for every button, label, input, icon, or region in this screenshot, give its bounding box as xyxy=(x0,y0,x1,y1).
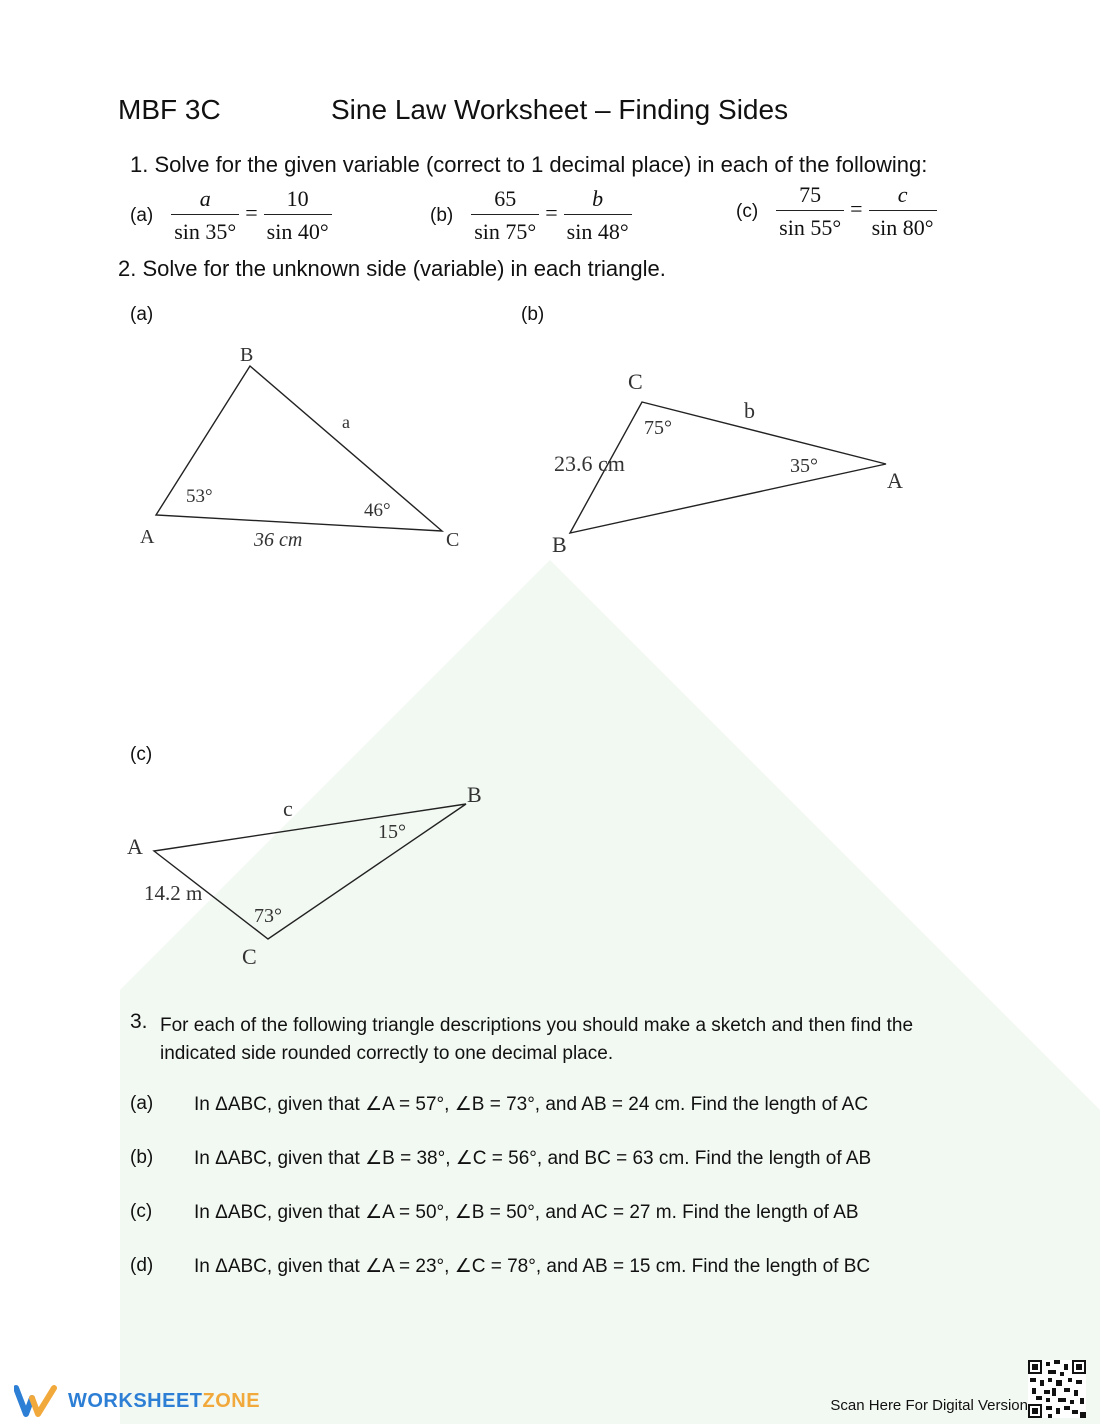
question-3b xyxy=(130,1147,871,1170)
numerator: a xyxy=(171,186,239,215)
equals-sign: = xyxy=(245,199,258,225)
scan-caption: Scan Here For Digital Version xyxy=(830,1397,1028,1414)
question-1b xyxy=(430,186,632,245)
triangle-a-diagram xyxy=(120,330,480,560)
triangle-b-diagram xyxy=(540,360,920,560)
numerator: c xyxy=(869,182,937,211)
question-3c xyxy=(130,1201,859,1224)
numerator: b xyxy=(564,186,632,215)
denominator: sin 40° xyxy=(266,219,329,244)
fraction-right xyxy=(264,186,332,245)
vertex-a: A xyxy=(887,468,903,493)
angle-a: 35° xyxy=(790,455,818,477)
vertex-b: B xyxy=(552,532,567,557)
question-1-prompt: 1. Solve for the given variable (correct to 1 decimal place) in each of the following: xyxy=(130,152,928,177)
item-text: In ΔABC, given that ∠A = 50°, ∠B = 50°, and AC = 27 m. Find the length of AB xyxy=(194,1202,859,1223)
item-text: In ΔABC, given that ∠A = 23°, ∠C = 78°, and AB = 15 cm. Find the length of BC xyxy=(194,1256,871,1277)
course-code: MBF 3C xyxy=(118,94,221,125)
side-b-label: b xyxy=(744,398,755,423)
item-label: (b) xyxy=(130,1147,154,1168)
fraction-left xyxy=(471,186,539,245)
brand-name: WORKSHEETZONE xyxy=(68,1389,261,1412)
side-base-label: 36 cm xyxy=(254,529,303,551)
equals-sign: = xyxy=(850,195,863,221)
angle-c: 75° xyxy=(644,417,672,439)
triangle-a-label: (a) xyxy=(130,304,154,325)
question-2-prompt: 2. Solve for the unknown side (variable) in each triangle. xyxy=(118,256,666,281)
item-label: (d) xyxy=(130,1255,154,1276)
vertex-b: B xyxy=(240,344,254,366)
item-text: In ΔABC, given that ∠B = 38°, ∠C = 56°, and BC = 63 cm. Find the length of AB xyxy=(194,1148,872,1169)
question-3a xyxy=(130,1093,868,1116)
fraction-left xyxy=(776,182,844,241)
denominator: sin 80° xyxy=(871,215,934,240)
question-3-prompt: For each of the following triangle descriptions you should make a sketch and then find the indicated side rounded correctly to one decimal place. xyxy=(160,1015,914,1064)
item-label: (b) xyxy=(430,204,454,226)
item-label: (c) xyxy=(736,200,759,222)
angle-a: 53° xyxy=(186,486,213,507)
numerator: 65 xyxy=(471,186,539,215)
brand-logo-icon xyxy=(14,1384,60,1418)
numerator: 75 xyxy=(776,182,844,211)
fraction-left xyxy=(171,186,239,245)
question-1c xyxy=(736,182,937,241)
question-3d xyxy=(130,1255,870,1278)
vertex-b: B xyxy=(467,782,482,807)
brand-logo[interactable] xyxy=(14,1384,260,1418)
vertex-c: C xyxy=(446,529,460,551)
denominator: sin 48° xyxy=(566,219,629,244)
angle-c: 73° xyxy=(254,905,282,927)
page-title: Sine Law Worksheet – Finding Sides xyxy=(331,94,789,125)
item-label: (a) xyxy=(130,204,154,226)
item-label: (c) xyxy=(130,1201,153,1222)
question-3-number: 3. xyxy=(130,1010,148,1033)
triangle-c-diagram xyxy=(118,776,498,976)
item-text: In ΔABC, given that ∠A = 57°, ∠B = 73°, and AB = 24 cm. Find the length of AC xyxy=(194,1094,869,1115)
denominator: sin 75° xyxy=(474,219,537,244)
triangle-c-label: (c) xyxy=(130,744,153,765)
denominator: sin 55° xyxy=(779,215,842,240)
side-c-label: c xyxy=(283,796,293,821)
question-1a xyxy=(130,186,332,245)
numerator: 10 xyxy=(264,186,332,215)
angle-b: 15° xyxy=(378,821,406,843)
equals-sign: = xyxy=(545,199,558,225)
qr-code-icon[interactable] xyxy=(1028,1360,1086,1418)
triangle-c-shape xyxy=(154,804,466,939)
vertex-c: C xyxy=(628,369,643,394)
denominator: sin 35° xyxy=(174,219,237,244)
side-given-label: 23.6 cm xyxy=(554,451,625,476)
angle-c: 46° xyxy=(364,500,391,521)
item-label: (a) xyxy=(130,1093,154,1114)
side-given-label: 14.2 m xyxy=(144,881,203,905)
vertex-c: C xyxy=(242,944,257,969)
triangle-b-label: (b) xyxy=(521,304,545,325)
vertex-a: A xyxy=(127,834,143,859)
vertex-a: A xyxy=(140,526,155,548)
side-a-label: a xyxy=(342,412,350,432)
fraction-right xyxy=(564,186,632,245)
fraction-right xyxy=(869,182,937,241)
